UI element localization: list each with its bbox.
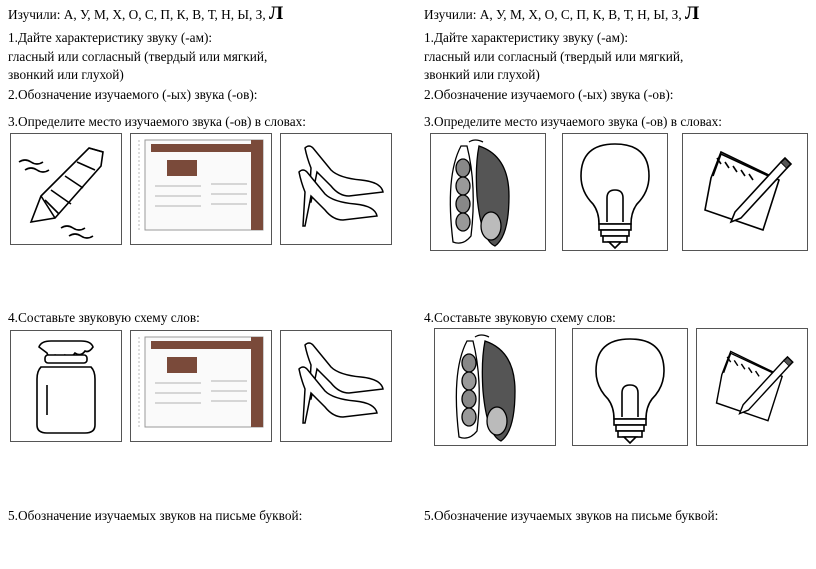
notepad-picture — [682, 133, 808, 251]
notepad-picture-2 — [696, 328, 808, 446]
shoes-icon — [281, 331, 391, 441]
studied-letters-title — [8, 3, 284, 24]
task-4: 4.Составьте звуковую схему слов: — [8, 310, 200, 325]
task-1-line-2: гласный или согласный (твердый или мягкий, — [424, 49, 684, 64]
task-4: 4.Составьте звуковую схему слов: — [424, 310, 616, 325]
jar-picture — [10, 330, 122, 442]
ticket-picture-2 — [130, 330, 272, 442]
ticket-icon — [131, 331, 271, 441]
ticket-picture — [130, 133, 272, 245]
shoes-picture — [280, 133, 392, 245]
peapod-picture — [430, 133, 546, 251]
shoes-icon — [281, 134, 391, 244]
task-1-line-1: 1.Дайте характеристику звуку (-ам): — [424, 30, 629, 45]
notepad-icon — [697, 329, 807, 445]
task-5: 5.Обозначение изучаемых звуков на письме буквой: — [424, 508, 719, 523]
task-1-line-3: звонкий или глухой) — [8, 67, 124, 82]
task-1-line-1: 1.Дайте характеристику звуку (-ам): — [8, 30, 213, 45]
task-2: 2.Обозначение изучаемого (-ых) звука (-ов): — [424, 87, 674, 102]
studied-letters-list: Изучили: А, У, М, Х, О, С, П, К, В, Т, Н, Ы, З, — [8, 7, 266, 22]
peapod-picture-2 — [434, 328, 556, 446]
peapod-icon — [431, 134, 545, 250]
lightbulb-icon — [563, 134, 667, 250]
lightbulb-picture-2 — [572, 328, 688, 446]
worksheet-left — [8, 0, 408, 569]
task-1-line-2: гласный или согласный (твердый или мягкий, — [8, 49, 268, 64]
task-3: 3.Определите место изучаемого звука (-ов) в словах: — [8, 114, 306, 129]
peapod-icon — [435, 329, 555, 445]
current-letter: Л — [268, 3, 284, 24]
boat-picture — [10, 133, 122, 245]
boat-icon — [11, 134, 121, 244]
studied-letters-list: Изучили: А, У, М, Х, О, С, П, К, В, Т, Н, Ы, З, — [424, 7, 682, 22]
task-1-line-3: звонкий или глухой) — [424, 67, 540, 82]
task-3: 3.Определите место изучаемого звука (-ов) в словах: — [424, 114, 722, 129]
lightbulb-icon — [573, 329, 687, 445]
current-letter: Л — [684, 3, 700, 24]
studied-letters-title — [424, 3, 700, 24]
notepad-icon — [683, 134, 807, 250]
lightbulb-picture — [562, 133, 668, 251]
shoes-picture-2 — [280, 330, 392, 442]
worksheet-right — [424, 0, 816, 569]
task-2: 2.Обозначение изучаемого (-ых) звука (-ов): — [8, 87, 258, 102]
task-5: 5.Обозначение изучаемых звуков на письме буквой: — [8, 508, 303, 523]
ticket-icon — [131, 134, 271, 244]
jar-icon — [11, 331, 121, 441]
